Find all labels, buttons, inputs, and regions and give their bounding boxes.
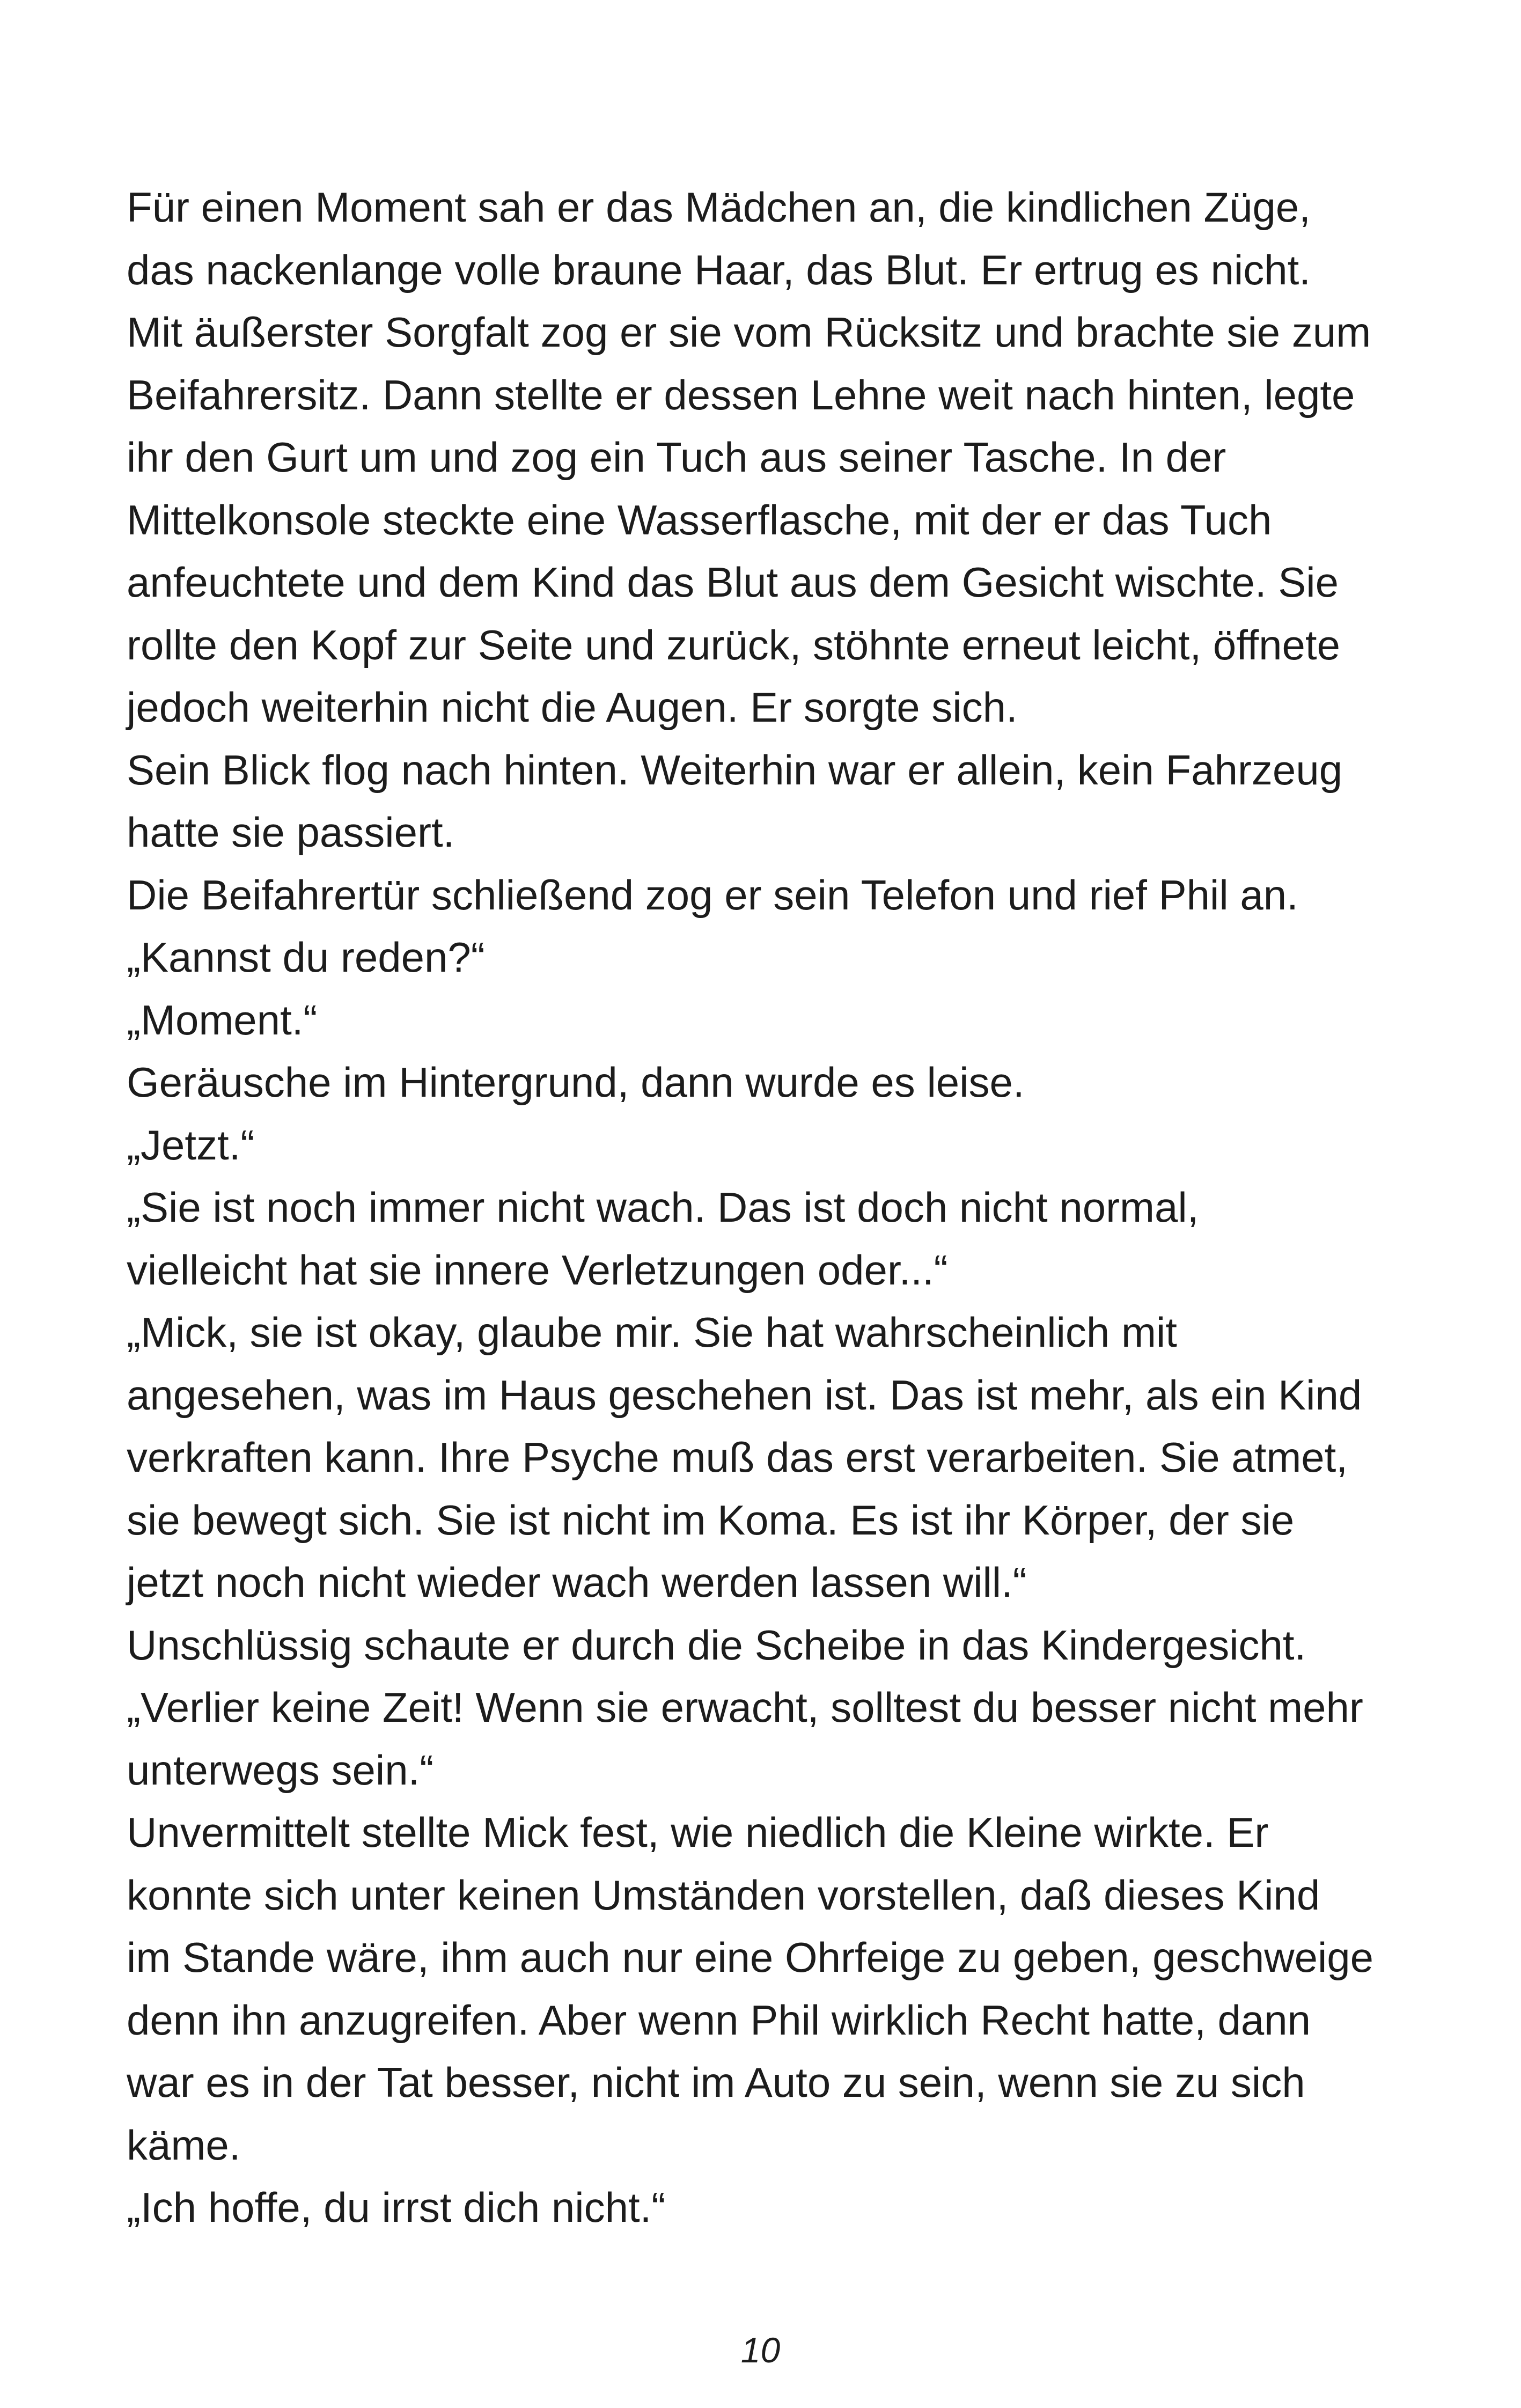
- text-line: Geräusche im Hintergrund, dann wurde es leise.: [127, 1059, 1025, 1106]
- text-line: denn ihn anzugreifen. Aber wenn Phil wirklich Recht hatte, dann: [127, 1996, 1311, 2044]
- page-number: 10: [740, 2330, 781, 2370]
- text-line: „Ich hoffe, du irrst dich nicht.“: [127, 2184, 666, 2231]
- text-line: käme.: [127, 2121, 241, 2169]
- text-line: war es in der Tat besser, nicht im Auto zu sein, wenn sie zu sich: [127, 2059, 1305, 2106]
- text-line: anfeuchtete und dem Kind das Blut aus dem Gesicht wischte. Sie: [127, 559, 1339, 606]
- text-line: das nackenlange volle braune Haar, das Blut. Er ertrug es nicht.: [127, 246, 1311, 293]
- text-line: jedoch weiterhin nicht die Augen. Er sorgte sich.: [127, 684, 1018, 731]
- text-line: „Kannst du reden?“: [127, 934, 485, 981]
- text-line: „Moment.“: [127, 996, 318, 1044]
- text-line: jetzt noch nicht wieder wach werden lassen will.“: [127, 1559, 1027, 1606]
- text-line: „Mick, sie ist okay, glaube mir. Sie hat wahrscheinlich mit: [127, 1309, 1177, 1356]
- text-line: „Jetzt.“: [127, 1121, 255, 1169]
- text-line: Beifahrersitz. Dann stellte er dessen Lehne weit nach hinten, legte: [127, 371, 1355, 419]
- text-line: konnte sich unter keinen Umständen vorstellen, daß dieses Kind: [127, 1871, 1320, 1919]
- text-line: „Verlier keine Zeit! Wenn sie erwacht, solltest du besser nicht mehr: [127, 1684, 1363, 1731]
- text-line: Mittelkonsole steckte eine Wasserflasche, mit der er das Tuch: [127, 496, 1272, 544]
- text-line: vielleicht hat sie innere Verletzungen oder...“: [127, 1246, 948, 1294]
- text-line: sie bewegt sich. Sie ist nicht im Koma. Es ist ihr Körper, der sie: [127, 1496, 1295, 1544]
- text-line: Mit äußerster Sorgfalt zog er sie vom Rücksitz und brachte sie zum: [127, 309, 1371, 356]
- text-line: Unvermittelt stellte Mick fest, wie niedlich die Kleine wirkte. Er: [127, 1809, 1269, 1856]
- text-line: hatte sie passiert.: [127, 809, 455, 856]
- text-line: Unschlüssig schaute er durch die Scheibe in das Kindergesicht.: [127, 1621, 1306, 1669]
- text-line: Sein Blick flog nach hinten. Weiterhin war er allein, kein Fahrzeug: [127, 746, 1343, 794]
- text-line: verkraften kann. Ihre Psyche muß das erst verarbeiten. Sie atmet,: [127, 1434, 1348, 1481]
- body-text: [127, 176, 1425, 2239]
- text-line: Die Beifahrertür schließend zog er sein Telefon und rief Phil an.: [127, 871, 1298, 919]
- text-line: Für einen Moment sah er das Mädchen an, die kindlichen Züge,: [127, 183, 1311, 231]
- text-line: ihr den Gurt um und zog ein Tuch aus seiner Tasche. In der: [127, 434, 1226, 481]
- text-line: unterwegs sein.“: [127, 1746, 434, 1794]
- text-line: „Sie ist noch immer nicht wach. Das ist doch nicht normal,: [127, 1184, 1199, 1231]
- text-line: rollte den Kopf zur Seite und zurück, stöhnte erneut leicht, öffnete: [127, 621, 1340, 669]
- text-line: angesehen, was im Haus geschehen ist. Das ist mehr, als ein Kind: [127, 1371, 1362, 1419]
- text-line: im Stande wäre, ihm auch nur eine Ohrfeige zu geben, geschweige: [127, 1934, 1374, 1981]
